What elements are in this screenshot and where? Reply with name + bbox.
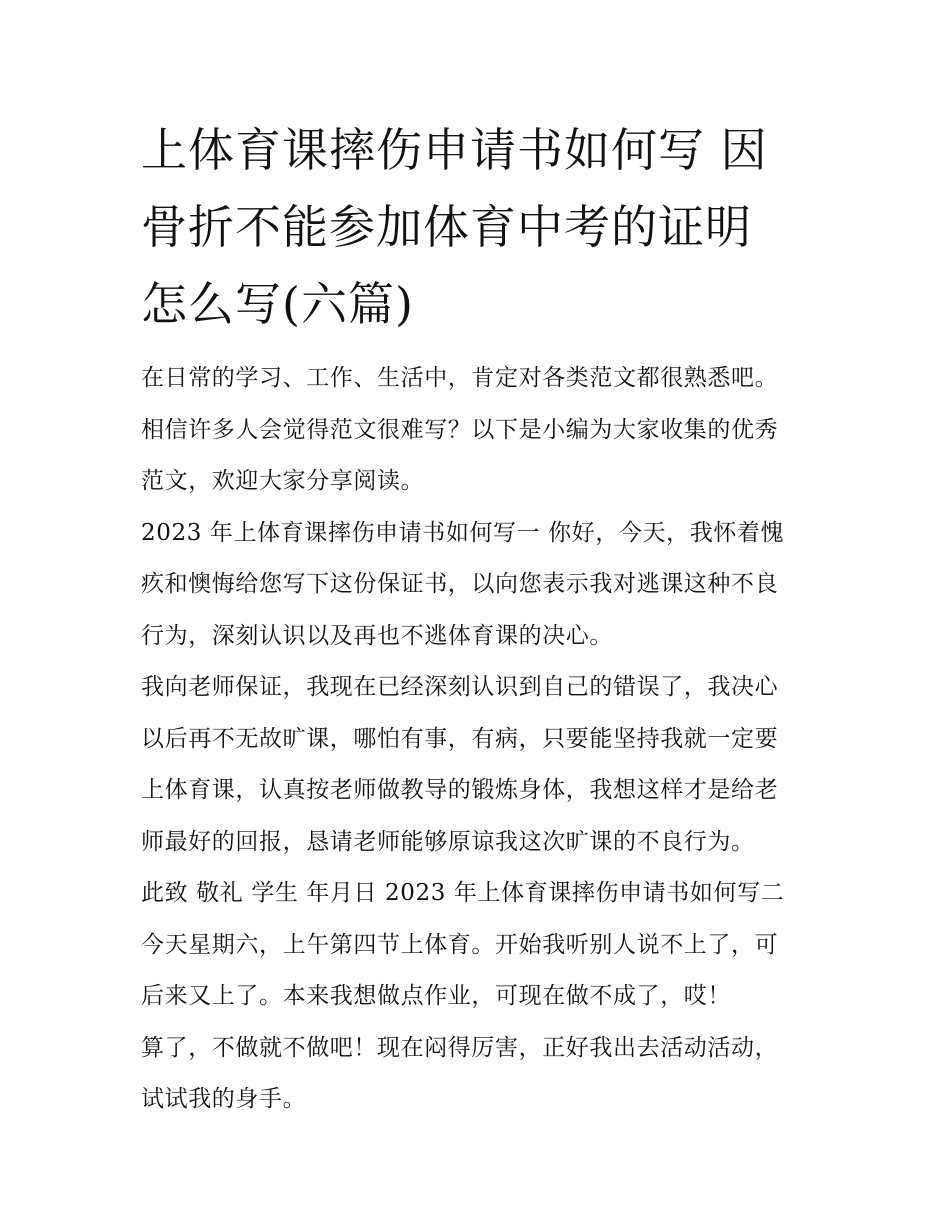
body-line: 行为，深刻认识以及再也不逃体育课的决心。 xyxy=(141,622,613,649)
body-line: 2023 年上体育课摔伤申请书如何写一 你好，今天，我怀着愧 xyxy=(141,519,785,546)
body-line: 上体育课，认真按老师做教导的锻炼身体，我想这样才是给老 xyxy=(141,777,779,803)
document-title xyxy=(141,112,821,343)
body-line: 算了，不做就不做吧！现在闷得厉害，正好我出去活动活动， xyxy=(141,1034,779,1061)
body-line: 今天星期六，上午第四节上体育。开始我听别人说不上了，可 xyxy=(141,931,779,958)
body-line: 师最好的回报，恳请老师能够原谅我这次旷课的不良行为。 xyxy=(141,828,755,855)
body-line: 范文，欢迎大家分享阅读。 xyxy=(141,468,425,494)
body-line: 后来又上了。本来我想做点作业，可现在做不成了，哎！ xyxy=(141,983,731,1009)
body-line: 此致 敬礼 学生 年月日 2023 年上体育课摔伤申请书如何写二 xyxy=(141,880,785,906)
body-line: 试试我的身手。 xyxy=(141,1086,307,1112)
body-line: 以后再不无故旷课，哪怕有事，有病，只要能坚持我就一定要 xyxy=(141,725,779,752)
title-line: 怎么写(六篇) xyxy=(141,277,414,331)
body-line: 在日常的学习、工作、生活中，肯定对各类范文都很熟悉吧。 xyxy=(141,365,779,391)
body-line: 我向老师保证，我现在已经深刻认识到自己的错误了，我决心 xyxy=(141,674,779,700)
document-content xyxy=(141,112,821,1126)
document-body xyxy=(141,353,821,1126)
body-line: 相信许多人会觉得范文很难写？以下是小编为大家收集的优秀 xyxy=(141,416,779,443)
body-line: 疚和懊悔给您写下这份保证书，以向您表示我对逃课这种不良 xyxy=(141,571,779,597)
title-line: 骨折不能参加体育中考的证明 xyxy=(141,200,752,254)
title-line: 上体育课摔伤申请书如何写 因 xyxy=(141,123,768,177)
